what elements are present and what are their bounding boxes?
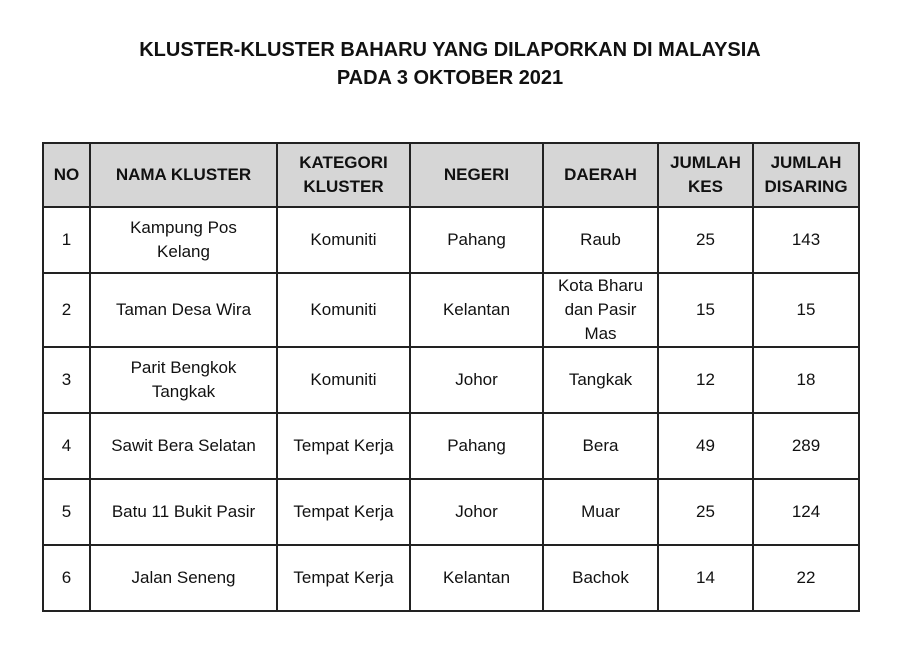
- header-negeri: NEGERI: [410, 143, 543, 207]
- table-row: [43, 479, 859, 545]
- cell-no: 3: [43, 347, 90, 413]
- cell-jumlah-kes: 12: [658, 347, 753, 413]
- cell-nama-kluster: Jalan Seneng: [90, 545, 277, 611]
- header-nama-kluster: NAMA KLUSTER: [90, 143, 277, 207]
- header-jumlah-kes: [658, 143, 753, 207]
- cell-nama-line: Parit Bengkok: [130, 358, 237, 377]
- cell-jumlah-kes: 49: [658, 413, 753, 479]
- cell-no: 6: [43, 545, 90, 611]
- cell-negeri: Johor: [410, 479, 543, 545]
- cell-negeri: Kelantan: [410, 273, 543, 347]
- cell-daerah: Raub: [543, 207, 658, 273]
- cell-nama-line: Tangkak: [151, 382, 216, 401]
- table-row: [43, 347, 859, 413]
- header-jumlah-disaring: [753, 143, 859, 207]
- cell-kategori: Komuniti: [277, 207, 410, 273]
- cell-jumlah-disaring: 15: [753, 273, 859, 347]
- cell-jumlah-kes: 25: [658, 479, 753, 545]
- cell-daerah: Muar: [543, 479, 658, 545]
- cell-nama-line: Kampung Pos: [130, 218, 237, 237]
- cell-no: 1: [43, 207, 90, 273]
- cell-kategori: Komuniti: [277, 347, 410, 413]
- cell-daerah-line: Mas: [584, 324, 617, 343]
- cell-nama-kluster: Sawit Bera Selatan: [90, 413, 277, 479]
- cell-jumlah-kes: 15: [658, 273, 753, 347]
- cell-negeri: Kelantan: [410, 545, 543, 611]
- cell-daerah-line: Kota Bharu: [557, 276, 644, 295]
- cell-jumlah-disaring: 18: [753, 347, 859, 413]
- cell-jumlah-disaring: 143: [753, 207, 859, 273]
- header-disaring-line-2: DISARING: [764, 177, 848, 196]
- document-title: [0, 36, 900, 92]
- title-line-2: PADA 3 OKTOBER 2021: [336, 67, 564, 89]
- header-disaring-line-1: JUMLAH: [770, 153, 842, 172]
- cell-daerah: [543, 273, 658, 347]
- cell-nama-kluster: Taman Desa Wira: [90, 273, 277, 347]
- cell-no: 2: [43, 273, 90, 347]
- header-row: [43, 143, 859, 207]
- table-row: [43, 273, 859, 347]
- cell-nama-kluster: Batu 11 Bukit Pasir: [90, 479, 277, 545]
- cell-daerah: Bachok: [543, 545, 658, 611]
- table-row: [43, 545, 859, 611]
- cell-nama-kluster: [90, 347, 277, 413]
- header-no: NO: [43, 143, 90, 207]
- cell-daerah: Tangkak: [543, 347, 658, 413]
- header-kategori-line-2: KLUSTER: [303, 177, 384, 196]
- cell-jumlah-disaring: 22: [753, 545, 859, 611]
- cluster-table: [42, 142, 860, 612]
- cell-kategori: Tempat Kerja: [277, 479, 410, 545]
- cell-jumlah-disaring: 289: [753, 413, 859, 479]
- cell-kategori: Tempat Kerja: [277, 413, 410, 479]
- cell-daerah-line: dan Pasir: [564, 300, 637, 319]
- cell-no: 5: [43, 479, 90, 545]
- cell-no: 4: [43, 413, 90, 479]
- cell-nama-line: Kelang: [157, 242, 210, 261]
- table-row: [43, 413, 859, 479]
- cell-kategori: Tempat Kerja: [277, 545, 410, 611]
- header-kes-line-2: KES: [688, 177, 723, 196]
- cell-jumlah-disaring: 124: [753, 479, 859, 545]
- cell-jumlah-kes: 14: [658, 545, 753, 611]
- cell-negeri: Pahang: [410, 413, 543, 479]
- header-kategori-line-1: KATEGORI: [299, 153, 388, 172]
- header-kategori-kluster: [277, 143, 410, 207]
- title-line-1: KLUSTER-KLUSTER BAHARU YANG DILAPORKAN DI MALAYSIA: [139, 39, 761, 61]
- table-row: [43, 207, 859, 273]
- cell-jumlah-kes: 25: [658, 207, 753, 273]
- cell-daerah: Bera: [543, 413, 658, 479]
- cell-nama-kluster: [90, 207, 277, 273]
- header-kes-line-1: JUMLAH: [670, 153, 741, 172]
- cell-negeri: Pahang: [410, 207, 543, 273]
- cell-negeri: Johor: [410, 347, 543, 413]
- header-daerah: DAERAH: [543, 143, 658, 207]
- cell-kategori: Komuniti: [277, 273, 410, 347]
